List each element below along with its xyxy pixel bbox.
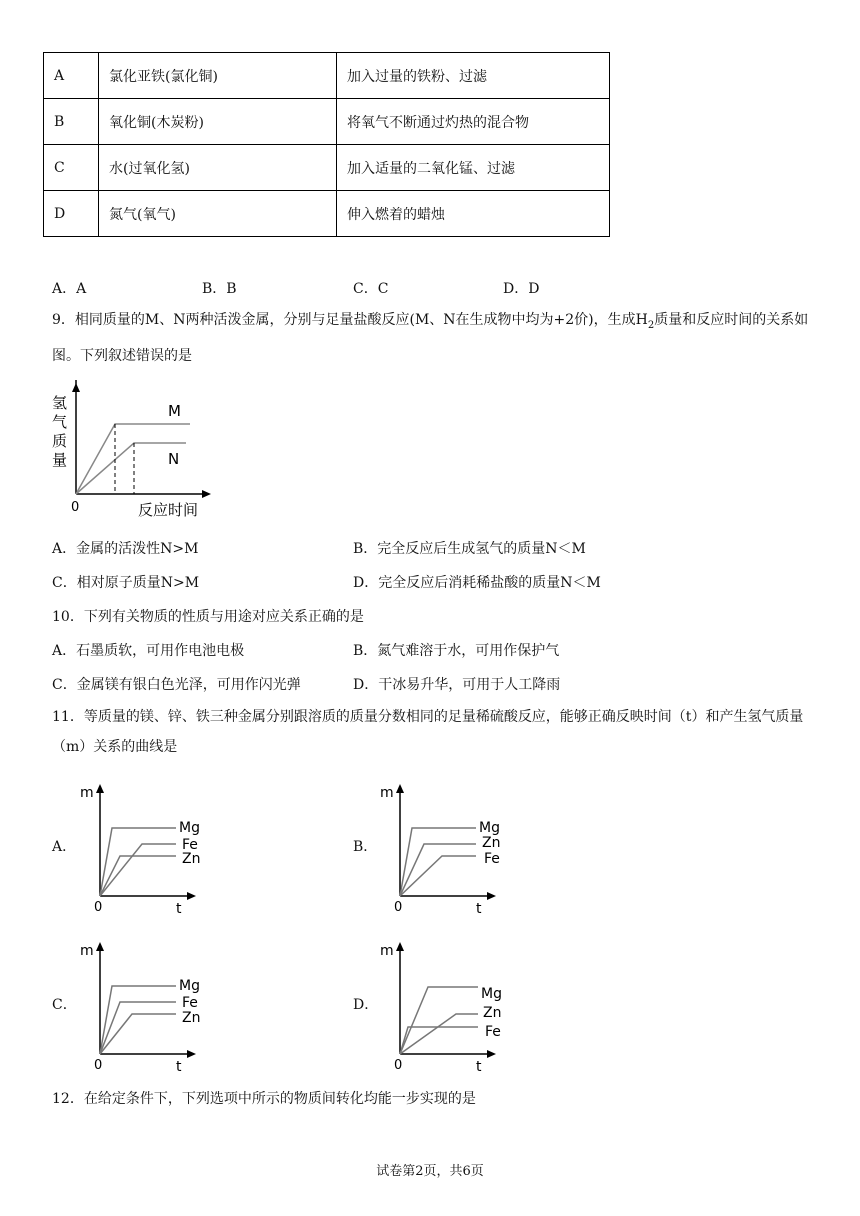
y-axis-arrow (96, 942, 104, 951)
cell-item: 水(过氧化氢) (99, 145, 337, 191)
series-fe-line (100, 1002, 176, 1054)
x-axis-label: t (176, 1059, 182, 1075)
series-label: Fe (182, 995, 198, 1011)
y-axis-label: m (80, 943, 94, 959)
series-label: Mg (179, 820, 200, 836)
origin-label: 0 (394, 900, 403, 915)
x-axis-arrow (187, 1050, 196, 1058)
x-axis-label: t (476, 901, 482, 917)
series-mg-line (100, 986, 176, 1054)
x-axis-label: 反应时间 (138, 501, 199, 519)
x-axis-arrow (487, 892, 496, 900)
series-label: Fe (182, 837, 198, 853)
series-label: Zn (482, 835, 501, 851)
q11-text: 11．等质量的镁、锌、铁三种金属分别跟溶质的质量分数相同的足量稀硫酸反应，能够正确反映时间（t）和产生氢气质量（m）关系的曲线是 (52, 709, 804, 755)
q9-chart (48, 380, 218, 520)
table-row (44, 99, 610, 145)
origin-label: 0 (94, 900, 103, 915)
series-m-label: M (168, 402, 181, 420)
y-axis-arrow (96, 784, 104, 793)
x-axis-arrow (187, 892, 196, 900)
y-label-char: 气 (52, 413, 68, 431)
series-label: Zn (182, 1010, 201, 1026)
series-label: Zn (182, 851, 201, 867)
cell-letter: C (44, 145, 99, 191)
series-fe-line (100, 844, 176, 896)
series-zn-line (400, 844, 476, 896)
y-label-char: 质 (52, 432, 68, 450)
cell-item: 氯化亚铁(氯化铜) (99, 53, 337, 99)
y-axis-arrow (396, 784, 404, 793)
cell-method: 将氧气不断通过灼热的混合物 (337, 99, 610, 145)
series-fe-line (400, 856, 476, 896)
y-label-char: 量 (52, 451, 68, 469)
table-row (44, 145, 610, 191)
cell-method: 加入过量的铁粉、过滤 (337, 53, 610, 99)
x-axis-arrow (487, 1050, 496, 1058)
table-row (44, 53, 610, 99)
q8-option-a[interactable]: A．A (52, 281, 87, 297)
series-label: Fe (484, 851, 500, 867)
cell-letter: A (44, 53, 99, 99)
cell-letter: D (44, 191, 99, 237)
origin-label: 0 (71, 500, 80, 515)
q11-chart-b (372, 780, 512, 920)
series-mg-line (400, 987, 478, 1054)
y-axis-label: m (380, 785, 394, 801)
series-fe-line (400, 1027, 478, 1054)
y-axis-label: m (80, 785, 94, 801)
cell-letter: B (44, 99, 99, 145)
series-zn-line (100, 1014, 176, 1054)
q8-option-b[interactable]: B．B (202, 281, 237, 297)
cell-method: 伸入燃着的蜡烛 (337, 191, 610, 237)
page-footer: 试卷第2页，共6页 (376, 1164, 484, 1179)
q8-option-d[interactable]: D．D (503, 281, 540, 297)
q11-chart-a (72, 780, 212, 920)
table-row (44, 191, 610, 237)
series-label: Fe (485, 1024, 501, 1040)
origin-label: 0 (394, 1058, 403, 1073)
q11-chart-c (72, 938, 212, 1078)
cell-item: 氮气(氧气) (99, 191, 337, 237)
cell-item: 氧化铜(木炭粉) (99, 99, 337, 145)
q9-option-c[interactable]: C．相对原子质量N>M (52, 575, 200, 591)
series-label: Zn (483, 1005, 502, 1021)
y-axis-arrow (396, 942, 404, 951)
series-zn-line (100, 856, 176, 896)
series-label: Mg (481, 986, 502, 1002)
q11-option-c-label[interactable]: C． (52, 997, 77, 1013)
cell-method: 加入适量的二氧化锰、过滤 (337, 145, 610, 191)
x-axis-label: t (476, 1059, 482, 1075)
q9-option-b[interactable]: B．完全反应后生成氢气的质量N＜M (353, 541, 586, 557)
q8-option-c[interactable]: C．C (353, 281, 389, 297)
q12-text: 12．在给定条件下，下列选项中所示的物质间转化均能一步实现的是 (52, 1091, 476, 1107)
y-label-char: 氢 (52, 394, 68, 412)
series-label: Mg (179, 978, 200, 994)
q11-chart-d (372, 938, 522, 1078)
y-axis-arrow (72, 383, 80, 392)
series-mg-line (100, 828, 176, 896)
q9-text: 9．相同质量的M、N两种活泼金属，分别与足量盐酸反应(M、N在生成物中均为+2价)，生成$H_2$质量和反应时间的关系如图。下列叙述错误的是 (52, 312, 809, 364)
series-n-label: N (168, 450, 180, 468)
q10-option-b[interactable]: B．氮气难溶于水，可用作保护气 (353, 643, 560, 659)
x-axis-label: t (176, 901, 182, 917)
q10-option-a[interactable]: A．石墨质软，可用作电池电极 (52, 643, 245, 659)
q11-option-a-label[interactable]: A． (52, 839, 77, 855)
options-table (43, 52, 610, 237)
q10-option-d[interactable]: D．干冰易升华，可用于人工降雨 (353, 677, 561, 693)
q9-option-a[interactable]: A．金属的活泼性N>M (52, 541, 199, 557)
q10-text: 10．下列有关物质的性质与用途对应关系正确的是 (52, 609, 364, 625)
q10-option-c[interactable]: C．金属镁有银白色光泽，可用作闪光弹 (52, 677, 301, 693)
q11-option-b-label[interactable]: B． (353, 839, 378, 855)
y-axis-label: m (380, 943, 394, 959)
x-axis-arrow (202, 490, 211, 498)
q9-option-d[interactable]: D．完全反应后消耗稀盐酸的质量N＜M (353, 575, 601, 591)
q11-option-d-label[interactable]: D． (353, 997, 379, 1013)
series-label: Mg (479, 820, 500, 836)
series-zn-line (400, 1014, 478, 1054)
origin-label: 0 (94, 1058, 103, 1073)
